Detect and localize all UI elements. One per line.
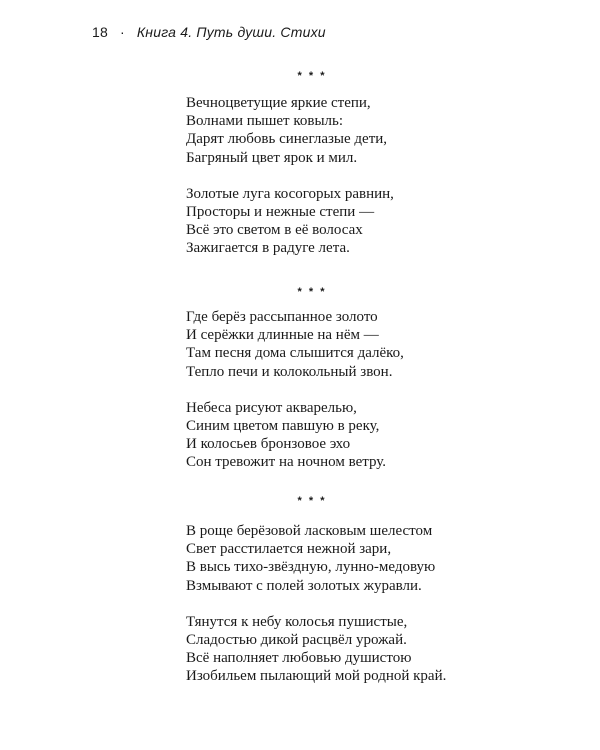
running-header bbox=[92, 24, 326, 40]
poem-line: Золотые луга косогорых равнин, bbox=[186, 185, 394, 202]
poem-line: Тянутся к небу колосья пушистые, bbox=[186, 613, 408, 630]
poem-line: Дарят любовь синеглазые дети, bbox=[186, 131, 388, 148]
poem-3 bbox=[186, 522, 506, 686]
poem-1-divider: * * * bbox=[297, 70, 327, 82]
poem-line: Сладостью дикой расцвёл урожай. bbox=[186, 632, 407, 649]
poem-line: Волнами пышет ковыль: bbox=[186, 113, 344, 130]
poem-line: В роще берёзовой ласковым шелестом bbox=[186, 523, 433, 539]
poem-3-stanza-1 bbox=[186, 522, 506, 595]
poem-line: Небеса рисуют акварелью, bbox=[186, 399, 357, 416]
poem-1-stanza-2 bbox=[186, 185, 506, 258]
poem-line: Всё это светом в её волосах bbox=[186, 222, 363, 239]
poem-line: Где берёз рассыпанное золото bbox=[186, 309, 378, 325]
poem-line: Зажигается в радуге лета. bbox=[186, 240, 350, 257]
poem-line: Там песня дома слышится далёко, bbox=[186, 345, 404, 362]
poem-line: Тепло печи и колокольный звон. bbox=[186, 363, 393, 380]
poem-line: Просторы и нежные степи — bbox=[186, 204, 375, 221]
poem-line: И серёжки длинные на нём — bbox=[186, 327, 379, 344]
book-title: Книга 4. Путь души. Стихи bbox=[136, 24, 326, 40]
poem-3-stanza-2 bbox=[186, 613, 506, 686]
poem-2-divider: * * * bbox=[297, 286, 327, 298]
poem-line: Свет расстилается нежной зари, bbox=[186, 541, 392, 558]
poem-line: Всё наполняет любовью душистою bbox=[186, 650, 412, 667]
poem-line: Сон тревожит на ночном ветру. bbox=[186, 454, 387, 471]
poem-3-divider: * * * bbox=[297, 495, 327, 507]
poem-2-stanza-2 bbox=[186, 399, 506, 472]
poem-1-stanza-1 bbox=[186, 94, 506, 167]
poem-line: Вечноцветущие яркие степи, bbox=[186, 95, 371, 111]
poem-line: Багряный цвет ярок и мил. bbox=[186, 149, 358, 166]
header-separator: · bbox=[119, 24, 125, 40]
page-number: 18 bbox=[92, 24, 108, 40]
poem-line: И колосьев бронзовое эхо bbox=[186, 436, 351, 453]
poem-2-stanza-1 bbox=[186, 308, 506, 381]
poem-line: Синим цветом павшую в реку, bbox=[186, 418, 380, 435]
poem-2 bbox=[186, 308, 506, 472]
poem-line: Взмывают с полей золотых журавли. bbox=[186, 577, 422, 594]
poem-1 bbox=[186, 94, 506, 258]
poem-line: Изобильем пылающий мой родной край. bbox=[186, 668, 447, 685]
poem-line: В высь тихо-звёздную, лунно-медовую bbox=[186, 559, 436, 576]
